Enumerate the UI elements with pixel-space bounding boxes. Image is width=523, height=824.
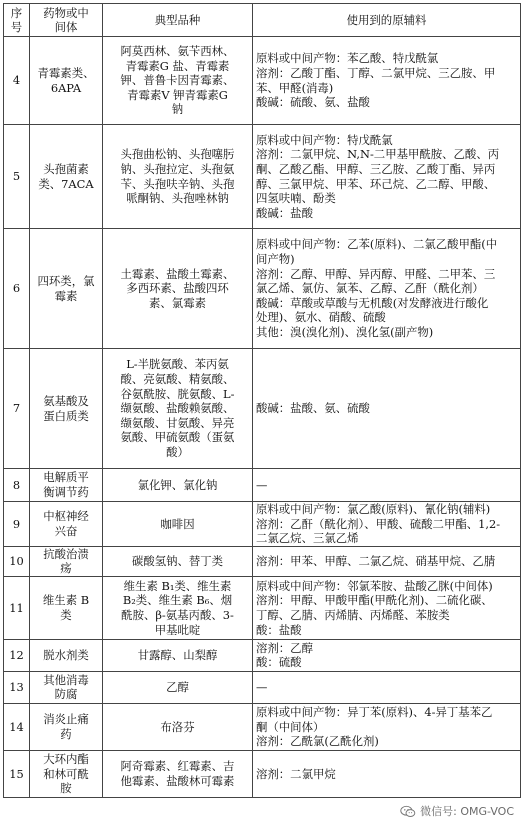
table-row: [4, 750, 521, 797]
cell-products-line: L-半胱氨酸、苯丙氨: [126, 357, 229, 372]
cell-materials-line: 酸碱：盐酸: [256, 205, 313, 220]
cell-no: 11: [4, 576, 30, 639]
table-row: [4, 125, 521, 229]
cell-drug-line: 疡: [60, 561, 72, 576]
cell-materials-line: 溶剂：乙醇、甲醇、异丙醇、甲醛、二甲苯、三: [256, 266, 496, 281]
cell-products-line: 头孢曲松钠、头孢噻肟: [120, 147, 235, 162]
cell-materials-line: 处理)、氨水、硝酸、硫酸: [256, 310, 386, 325]
cell-materials-line: 酸：盐酸: [256, 622, 302, 637]
cell-drug-line: 青霉素类、: [37, 65, 95, 80]
cell-materials-line: 二氯乙烷、三氯乙烯: [256, 531, 359, 546]
cell-drug-line: 霉素: [54, 288, 78, 303]
cell-products: [103, 37, 253, 125]
cell-products: [103, 671, 253, 703]
cell-products: [103, 349, 253, 469]
table-row: [4, 576, 521, 639]
cell-materials-line: 溶剂：乙酰氯(乙酰化剂): [256, 734, 379, 749]
table-row: [4, 349, 521, 469]
cell-products-line: 乙醇: [166, 680, 189, 695]
cell-products-line: 酸、亮氨酸、精氨酸、: [120, 372, 235, 387]
cell-no: 4: [4, 37, 30, 125]
cell-drug-line: 中枢神经: [43, 509, 89, 524]
cell-drug-line: 蛋白质类: [43, 408, 89, 423]
cell-drug-line: 四环类，氯: [37, 273, 95, 288]
cell-materials-line: 酸碱：盐酸、氨、硫酸: [256, 401, 370, 416]
cell-products-line: 布洛芬: [160, 719, 195, 734]
cell-materials-line: 溶剂：甲醇、甲酸甲酯(甲酰化剂)、二硫化碳、: [256, 593, 493, 608]
cell-no: 6: [4, 229, 30, 349]
cell-products-line: 氯化钾、氯化钠: [137, 477, 218, 492]
cell-products-line: 酰胺、β-氨基丙酸、3-: [121, 607, 234, 622]
cell-materials: [253, 125, 521, 229]
cell-materials: [253, 229, 521, 349]
cell-products: [103, 469, 253, 502]
cell-drug-line: 药: [60, 726, 72, 741]
cell-materials-line: 溶剂：乙酸丁酯、丁醇、二氯甲烷、三乙胺、甲: [256, 65, 496, 80]
table-row: [4, 502, 521, 547]
cell-no: 10: [4, 546, 30, 576]
header-products: 典型品种: [103, 4, 253, 37]
cell-materials: [253, 750, 521, 797]
cell-materials-line: 酮（中间体）: [256, 719, 325, 734]
cell-materials-line: 原料或中间产物：苯乙酸、特戊酰氯: [256, 51, 439, 66]
cell-products-line: 谷氨酰胺、胱氨酸、L-: [120, 386, 235, 401]
cell-materials-line: 原料或中间产物：氯乙酸(原料)、氰化钠(辅料): [256, 502, 491, 516]
cell-materials-line: —: [256, 477, 268, 492]
cell-no: 13: [4, 671, 30, 703]
cell-drug-line: 消炎止痛: [43, 712, 89, 727]
table-row: [4, 469, 521, 502]
table-row: [4, 546, 521, 576]
cell-drug-line: 类、7ACA: [38, 176, 94, 191]
cell-drug-line: 兴奋: [54, 523, 78, 538]
cell-products-line: 土霉素、盐酸土霉素、: [120, 266, 235, 281]
cell-drug: [30, 671, 103, 703]
cell-drug: [30, 469, 103, 502]
cell-drug: [30, 703, 103, 750]
cell-products: [103, 750, 253, 797]
cell-materials-line: 原料或中间产物：特戊酰氯: [256, 132, 393, 147]
cell-materials-line: 原料或中间产物：邻氯苯胺、盐酸乙脒(中间体): [256, 578, 493, 593]
cell-products-line: 苄、头孢呋辛钠、头孢: [120, 176, 235, 191]
cell-materials-line: 原料或中间产物：乙苯(原料)、二氯乙酸甲酯(中: [256, 237, 498, 252]
cell-products-line: 多西环素、盐酸四环: [126, 281, 229, 296]
cell-materials-line: 酸碱：草酸或草酸与无机酸(对发酵液进行酸化: [256, 295, 489, 310]
cell-materials: [253, 546, 521, 576]
cell-drug-line: 头孢菌素: [43, 161, 89, 176]
cell-drug: [30, 639, 103, 671]
table-row: [4, 671, 521, 703]
cell-drug-line: 和林可酰: [43, 766, 89, 781]
cell-materials-line: 其他：溴(溴化剂)、溴化氢(副产物): [256, 324, 434, 339]
cell-products-line: 哌酮钠、头孢唑林钠: [126, 191, 229, 206]
cell-no: 12: [4, 639, 30, 671]
cell-products: [103, 639, 253, 671]
cell-products-line: 他霉素、盐酸林可霉素: [120, 773, 235, 788]
cell-no: 7: [4, 349, 30, 469]
cell-products-line: 阿莫西林、氨苄西林、: [120, 44, 235, 59]
cell-materials: [253, 37, 521, 125]
cell-materials-line: 溶剂：二氯甲烷: [256, 766, 336, 781]
cell-products-line: 缬氨酸、盐酸赖氨酸、: [120, 401, 235, 416]
cell-drug: [30, 349, 103, 469]
cell-materials-line: 间产物): [256, 252, 295, 267]
cell-materials: [253, 349, 521, 469]
cell-materials-line: —: [256, 680, 268, 695]
cell-products-line: 氨酸、甲硫氨酸（蛋氨: [120, 430, 235, 445]
cell-products-line: 钠: [171, 102, 184, 117]
cell-products: [103, 125, 253, 229]
cell-products-line: 青霉素G 盐、青霉素: [125, 58, 230, 73]
cell-products-line: 钾、普鲁卡因青霉素、: [120, 73, 235, 88]
cell-drug-line: 电解质平: [43, 470, 89, 485]
cell-drug-line: 大环内酯: [43, 752, 89, 767]
header-drug: 药物或中间体: [30, 4, 103, 37]
cell-materials-line: 四氢呋喃、酚类: [256, 191, 336, 206]
cell-no: 9: [4, 502, 30, 547]
cell-materials-line: 溶剂：乙酐（酰化剂）、甲酸、硫酸二甲酯、1,2-: [256, 516, 501, 531]
cell-materials-line: 醇、三氯甲烷、甲苯、环己烷、乙二醇、甲酸、: [256, 176, 496, 191]
cell-drug-line: 防腐: [54, 687, 78, 702]
table-row: [4, 229, 521, 349]
cell-materials-line: 氯乙烯、氯仿、氯苯、乙醇、乙酐（酰化剂）: [256, 281, 484, 296]
cell-drug-line: 氨基酸及: [43, 393, 89, 408]
cell-products-line: 素、氯霉素: [149, 295, 206, 310]
cell-materials-line: 溶剂：甲苯、甲醇、二氯乙烷、硝基甲烷、乙腈: [256, 554, 496, 569]
cell-materials: [253, 671, 521, 703]
cell-products-line: 碳酸氢钠、替丁类: [131, 554, 224, 569]
cell-products: [103, 502, 253, 547]
cell-drug: [30, 546, 103, 576]
cell-products: [103, 229, 253, 349]
cell-drug-line: 脱水剂类: [43, 648, 89, 663]
cell-products-line: 阿奇霉素、红霉素、吉: [120, 759, 235, 774]
header-materials: 使用到的原辅料: [253, 4, 521, 37]
watermark: [397, 802, 517, 820]
table-row: [4, 639, 521, 671]
cell-no: 8: [4, 469, 30, 502]
header-no: 序号: [4, 4, 30, 37]
cell-materials-line: 苯、甲醛(消毒): [256, 80, 334, 95]
cell-products-line: B₂类、维生素 B₆、烟: [122, 593, 233, 608]
wechat-icon: [400, 805, 416, 818]
cell-drug: [30, 37, 103, 125]
table-header-row: [4, 4, 521, 37]
watermark-text: 微信号: OMG-VOC: [420, 805, 514, 818]
cell-materials: [253, 639, 521, 671]
cell-no: 15: [4, 750, 30, 797]
cell-materials-line: 酸：硫酸: [256, 655, 302, 670]
cell-products-line: 甘露醇、山梨醇: [137, 648, 218, 663]
cell-no: 14: [4, 703, 30, 750]
cell-materials: [253, 469, 521, 502]
cell-products: [103, 703, 253, 750]
cell-drug-line: 抗酸治溃: [43, 546, 89, 561]
cell-drug: [30, 125, 103, 229]
cell-drug-line: 维生素 B: [42, 593, 90, 608]
cell-drug-line: 胺: [60, 781, 72, 796]
cell-materials-line: 溶剂：二氯甲烷、N,N-二甲基甲酰胺、乙酸、丙: [256, 147, 500, 162]
cell-no: 5: [4, 125, 30, 229]
cell-products-line: 酸）: [166, 444, 189, 459]
cell-products-line: 缬氨酸、甘氨酸、异亮: [120, 415, 235, 430]
cell-materials: [253, 703, 521, 750]
cell-drug-line: 类: [60, 607, 72, 622]
cell-materials-line: 原料或中间产物：异丁苯(原料)、4-异丁基苯乙: [256, 705, 493, 720]
cell-materials-line: 丁醇、乙腈、丙烯腈、丙烯醛、苯胺类: [256, 607, 450, 622]
cell-products: [103, 546, 253, 576]
cell-products-line: 钠、头孢拉定、头孢氨: [120, 161, 235, 176]
cell-products: [103, 576, 253, 639]
cell-materials-line: 酮、乙酸乙酯、甲醇、三乙胺、乙酸丁酯、异丙: [256, 161, 496, 176]
cell-drug: [30, 229, 103, 349]
cell-drug-line: 6APA: [50, 80, 82, 95]
raw-materials-table: [3, 3, 521, 798]
cell-materials: [253, 576, 521, 639]
cell-products-line: 维生素 B₁类、维生素: [123, 578, 232, 593]
table-row: [4, 37, 521, 125]
cell-products-line: 青霉素V 钾青霉素G: [127, 87, 228, 102]
cell-products-line: 咖啡因: [160, 516, 195, 531]
cell-materials: [253, 502, 521, 547]
cell-drug: [30, 502, 103, 547]
cell-materials-line: 溶剂：乙醇: [256, 640, 313, 655]
cell-drug-line: 其他消毒: [43, 672, 89, 687]
cell-drug-line: 衡调节药: [43, 485, 89, 499]
cell-drug: [30, 576, 103, 639]
table-row: [4, 703, 521, 750]
cell-products-line: 甲基吡啶: [154, 622, 201, 637]
cell-materials-line: 酸碱：硫酸、氨、盐酸: [256, 95, 370, 110]
cell-drug: [30, 750, 103, 797]
